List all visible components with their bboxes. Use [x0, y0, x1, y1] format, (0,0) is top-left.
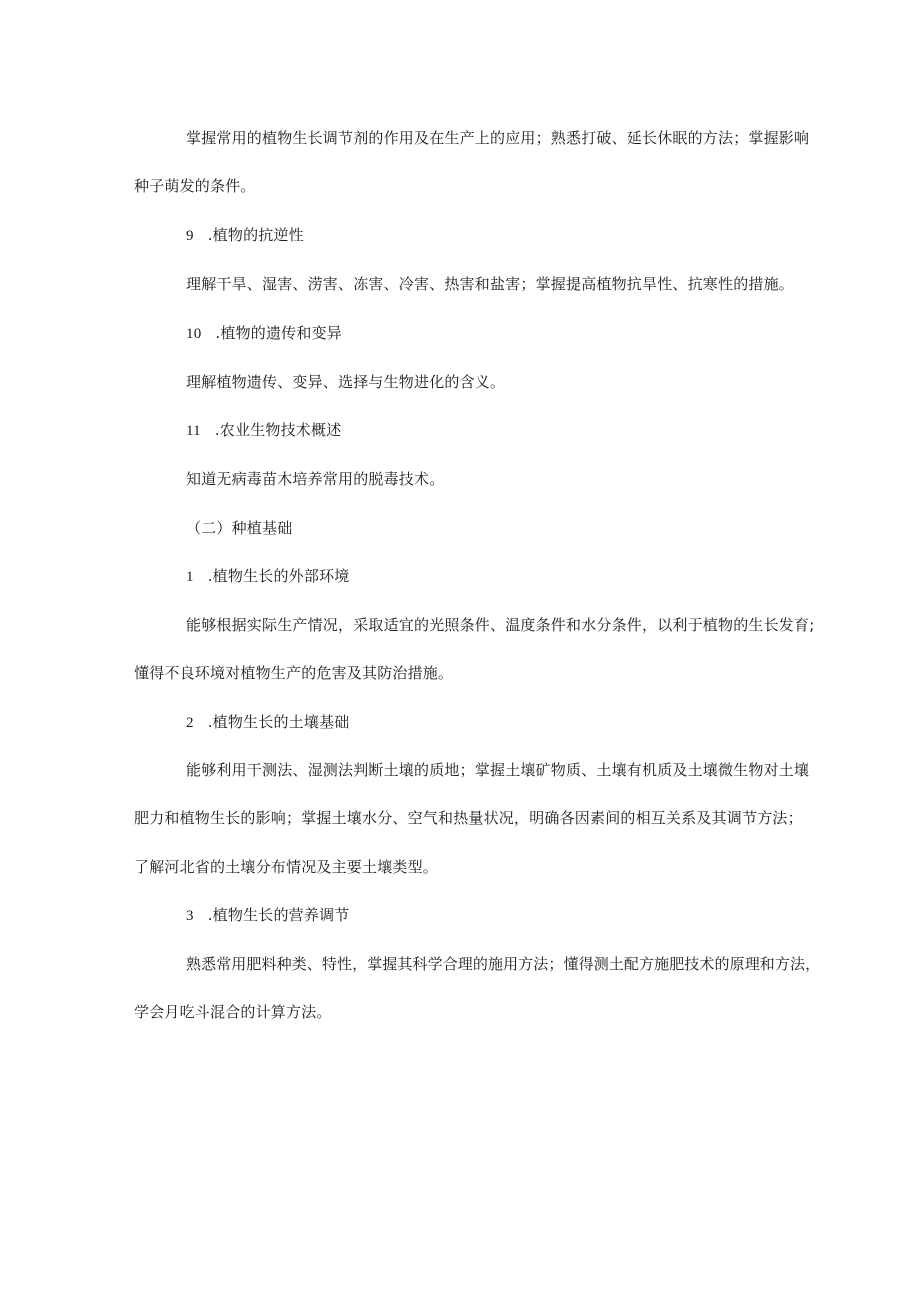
section-number: 3 [186, 908, 194, 924]
section-body-11: 知道无病毒苗木培养常用的脱毒技术。 [186, 470, 445, 488]
paragraph-seed-line-1: 掌握常用的植物生长调节剂的作用及在生产上的应用；熟悉打破、延长休眠的方法；掌握影响 [186, 129, 810, 147]
section-title: .农业生物技术概述 [214, 421, 342, 439]
section-title: .植物生长的土壤基础 [207, 713, 350, 731]
section-title: .植物的遗传和变异 [215, 324, 342, 342]
section-title: .植物的抗逆性 [207, 226, 304, 244]
section-body-3-line-1: 熟悉常用肥料种类、特性，掌握其科学合理的施用方法；懂得测土配方施肥技术的原理和方法， [186, 955, 821, 973]
section-heading-1 [186, 566, 349, 587]
section-heading-3 [186, 905, 349, 926]
section-number: 9 [186, 228, 194, 244]
section-body-2-line-1: 能够利用干测法、湿测法判断土壤的质地；掌握土壤矿物质、土壤有机质及土壤微生物对土壤 [186, 761, 810, 779]
section-body-2-line-2: 肥力和植物生长的影响；掌握土壤水分、空气和热量状况，明确各因素间的相互关系及其调节方法； [134, 809, 803, 827]
section-number: 11 [186, 423, 201, 439]
section-title: .植物生长的外部环境 [207, 567, 350, 585]
section-number: 10 [186, 326, 202, 342]
section-number: 2 [186, 715, 194, 731]
section-number: 1 [186, 569, 194, 585]
section-heading-10 [186, 323, 342, 344]
chapter-heading-planting-basics: （二）种植基础 [186, 519, 293, 537]
section-heading-11 [186, 420, 341, 441]
section-body-9: 理解干旱、湿害、涝害、冻害、冷害、热害和盐害；掌握提高植物抗旱性、抗寒性的措施。 [186, 275, 795, 293]
paragraph-seed-line-2: 种子萌发的条件。 [134, 177, 256, 195]
section-body-2-line-3: 了解河北省的土壤分布情况及主要土壤类型。 [134, 858, 439, 876]
section-heading-9 [186, 225, 304, 246]
section-body-10: 理解植物遗传、变异、选择与生物进化的含义。 [186, 373, 506, 391]
section-body-3-line-2: 学会月吃斗混合的计算方法。 [134, 1003, 332, 1021]
section-body-1-line-1: 能够根据实际生产情况，采取适宜的光照条件、温度条件和水分条件，以利于植物的生长发育; [186, 616, 815, 634]
section-body-1-line-2: 懂得不良环境对植物生产的危害及其防治措施。 [134, 664, 454, 682]
section-heading-2 [186, 712, 349, 733]
section-title: .植物生长的营养调节 [207, 906, 350, 924]
